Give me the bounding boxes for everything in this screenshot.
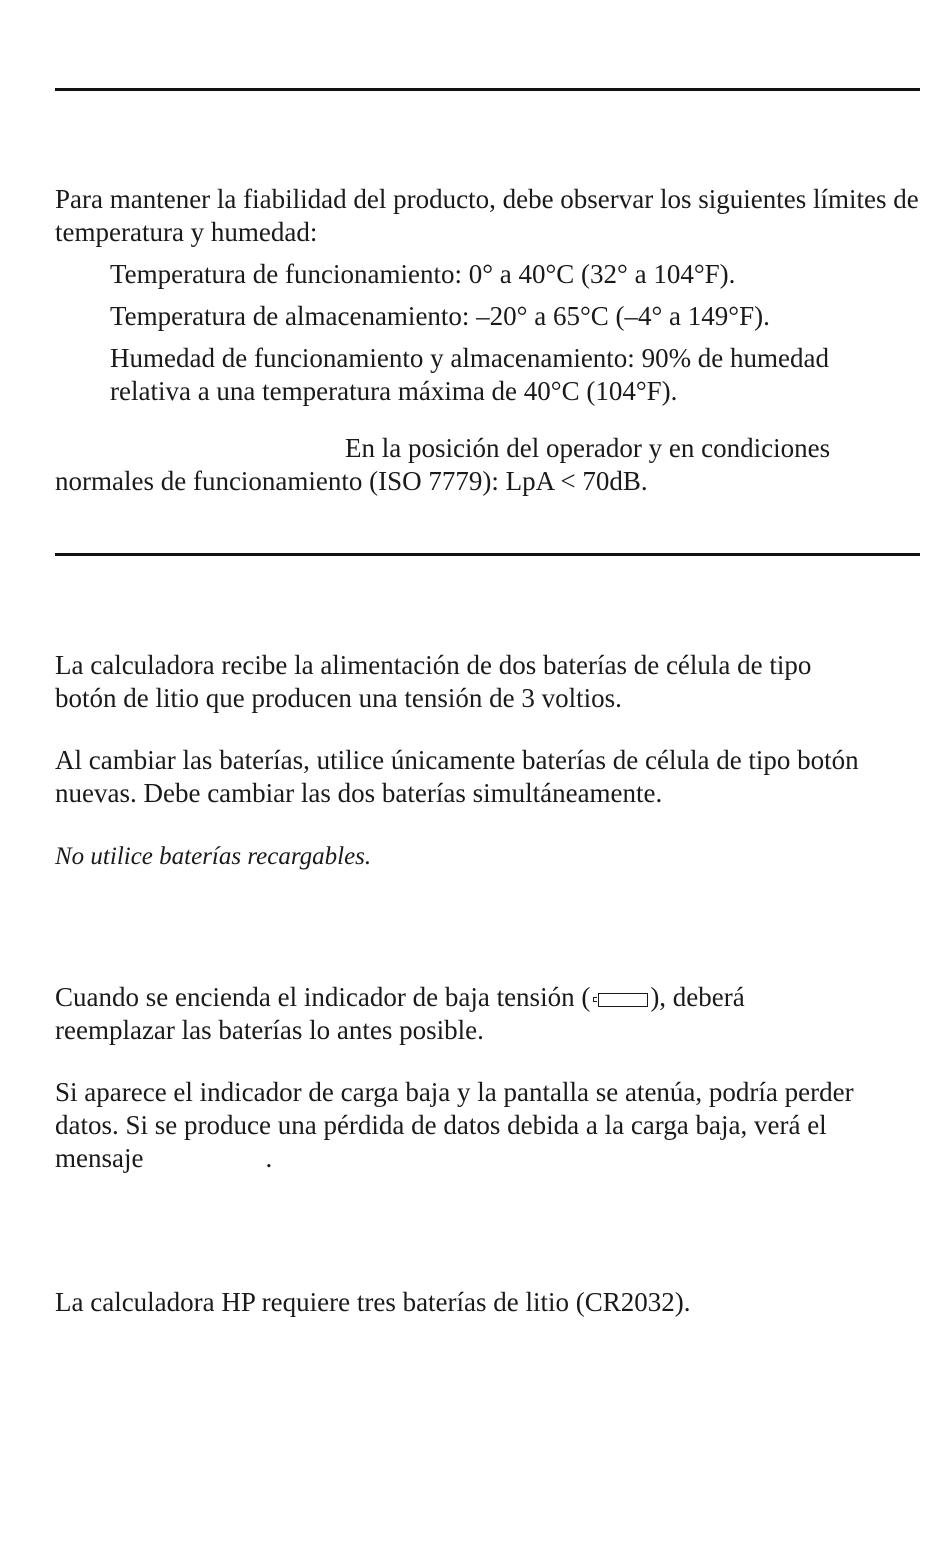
humidity-line-1: Humedad de funcionamiento y almacenamiento: 90% de humedad [110, 343, 830, 373]
humidity [110, 342, 925, 408]
low-power-text-after: ), deberá [650, 982, 745, 1012]
data-loss-line-3-end: . [265, 1143, 273, 1173]
operating-temperature-text: Temperatura de funcionamiento: 0° a 40°C (32° a 104°F). [110, 259, 736, 289]
environment-intro [55, 183, 925, 249]
low-power-text-before: Cuando se encienda el indicador de baja tensión ( [55, 982, 591, 1012]
hp-battery-requirement [55, 1286, 925, 1319]
battery-replacement [55, 744, 925, 810]
battery-power-line-2: botón de litio que producen una tensión de 3 voltios. [55, 683, 622, 713]
section-divider-top [55, 88, 920, 91]
humidity-line-2: relativa a una temperatura máxima de 40°C (104°F). [110, 376, 678, 406]
noise-emission [55, 432, 925, 498]
environment-intro-text: Para mantener la fiabilidad del producto, debe observar los siguientes límites de temperatura y humedad: [55, 184, 919, 247]
rechargeable-warning [55, 840, 925, 873]
battery-power-line-1: La calculadora recibe la alimentación de dos baterías de célula de tipo [55, 650, 812, 680]
storage-temperature-text: Temperatura de almacenamiento: –20° a 65°C (–4° a 149°F). [110, 301, 770, 331]
battery-power [55, 649, 925, 715]
low-power-line-2: reemplazar las baterías lo antes posible. [55, 1015, 484, 1045]
data-loss-line-1: Si aparece el indicador de carga baja y la pantalla se atenúa, podría perder [55, 1077, 854, 1107]
low-power-indicator [55, 981, 925, 1047]
data-loss-warning [55, 1076, 925, 1175]
storage-temperature [110, 300, 925, 333]
rechargeable-warning-text: No utilice baterías recargables. [55, 843, 372, 870]
battery-replacement-line-1: Al cambiar las baterías, utilice únicamente baterías de célula de tipo botón [55, 745, 859, 775]
data-loss-line-3: mensaje [55, 1143, 144, 1173]
noise-line-2: normales de funcionamiento (ISO 7779): LpA < 70dB. [55, 466, 648, 496]
data-loss-line-2: datos. Si se produce una pérdida de datos debida a la carga baja, verá el [55, 1110, 827, 1140]
operating-temperature [110, 258, 925, 291]
noise-line-1: En la posición del operador y en condiciones [345, 433, 831, 463]
hp-battery-requirement-text: La calculadora HP requiere tres baterías de litio (CR2032). [55, 1287, 691, 1317]
battery-replacement-line-2: nuevas. Debe cambiar las dos baterías simultáneamente. [55, 778, 663, 808]
low-battery-icon [598, 993, 648, 1007]
section-divider-batteries [55, 553, 920, 556]
